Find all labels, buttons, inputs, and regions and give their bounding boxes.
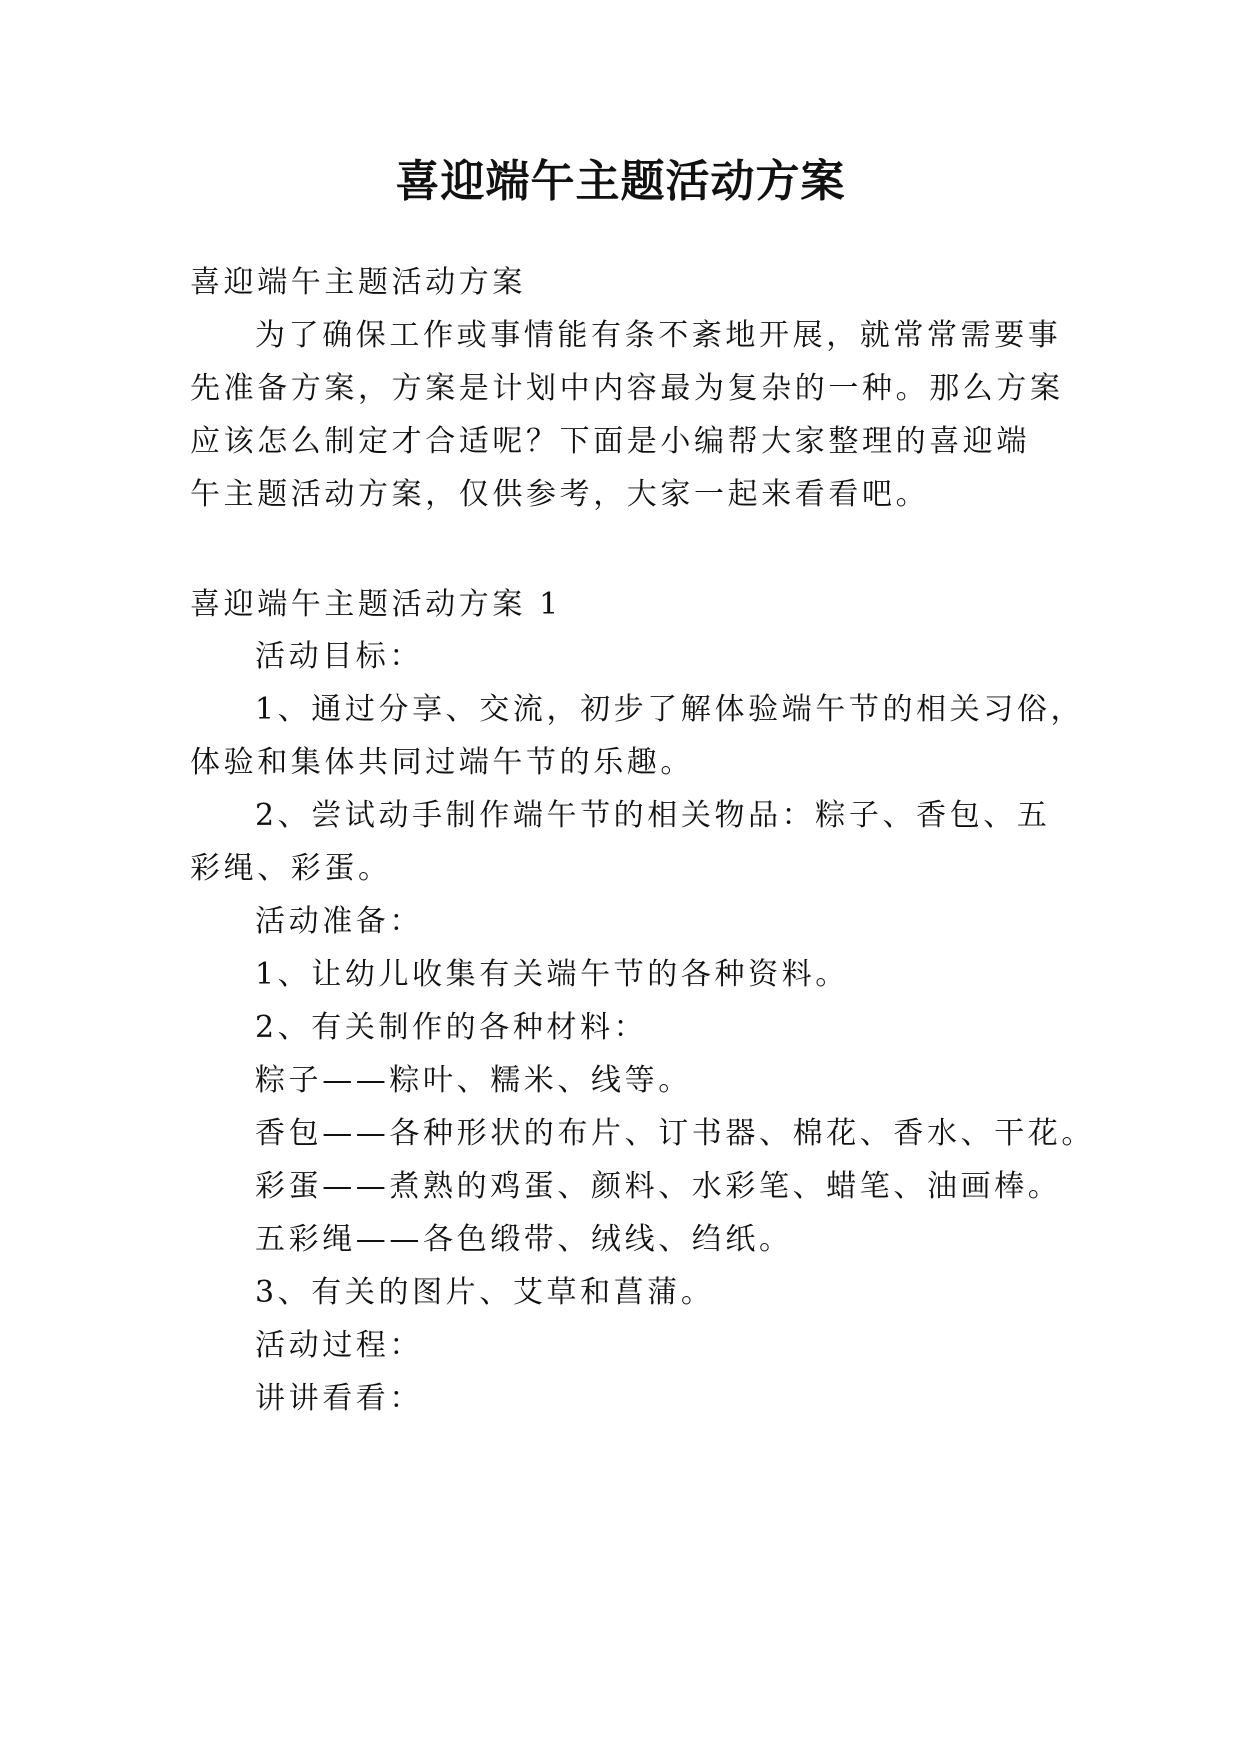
intro-line-1: 为了确保工作或事情能有条不紊地开展，就常常需要事 (255, 318, 1062, 353)
plan-heading: 喜迎端午主题活动方案 1 (190, 587, 562, 622)
prep-item-1: 1、让幼儿收集有关端午节的各种资料。 (255, 957, 849, 992)
intro-line-2: 先准备方案，方案是计划中内容最为复杂的一种。那么方案 (190, 371, 1064, 406)
goal-1-line-2: 体验和集体共同过端午节的乐趣。 (190, 745, 694, 780)
prep-item-3: 3、有关的图片、艾草和菖蒲。 (255, 1275, 715, 1310)
goal-2-line-2: 彩绳、彩蛋。 (190, 851, 392, 886)
goals-heading: 活动目标： (255, 639, 423, 674)
intro-line-3: 应该怎么制定才合适呢？下面是小编帮大家整理的喜迎端 (190, 424, 1030, 459)
section-heading: 喜迎端午主题活动方案 (190, 265, 526, 300)
process-step-1: 讲讲看看： (255, 1381, 423, 1416)
goal-1-line-1: 1、通过分享、交流，初步了解体验端午节的相关习俗， (255, 692, 1085, 727)
prep-item-2: 2、有关制作的各种材料： (255, 1010, 648, 1045)
material-xiangbao: 香包——各种形状的布片、订书器、棉花、香水、干花。 (255, 1116, 1095, 1151)
process-heading: 活动过程： (255, 1328, 423, 1363)
intro-line-4: 午主题活动方案，仅供参考，大家一起来看看吧。 (190, 477, 930, 512)
material-caidan: 彩蛋——煮熟的鸡蛋、颜料、水彩笔、蜡笔、油画棒。 (255, 1169, 1062, 1204)
material-wucaisheng: 五彩绳——各色缎带、绒线、绉纸。 (255, 1222, 793, 1257)
material-zongzi: 粽子——粽叶、糯米、线等。 (255, 1063, 692, 1098)
prep-heading: 活动准备： (255, 904, 423, 939)
document-title: 喜迎端午主题活动方案 (395, 156, 846, 207)
goal-2-line-1: 2、尝试动手制作端午节的相关物品：粽子、香包、五 (255, 798, 1051, 833)
